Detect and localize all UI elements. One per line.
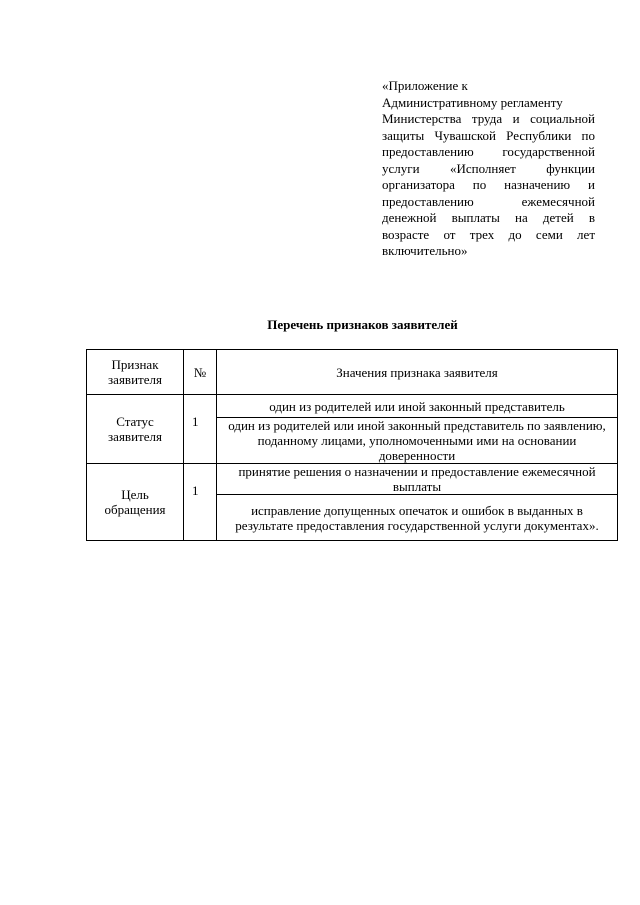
- appendix-line: услуги «Исполняет функции: [382, 160, 595, 176]
- number-cell: 1: [184, 395, 217, 464]
- header-number: №: [184, 350, 217, 395]
- appendix-line: предоставлению государственной: [382, 144, 595, 159]
- applicant-signs-table: [86, 349, 618, 541]
- table-row: [87, 395, 618, 418]
- appendix-line: возрасте от трех до семи лет: [382, 226, 595, 242]
- appendix-line: Административному регламенту: [382, 94, 563, 110]
- value-cell: принятие решения о назначении и предоставление ежемесячной выплаты: [217, 464, 618, 495]
- number-cell: 1: [184, 464, 217, 541]
- document-title: Перечень признаков заявителей: [267, 317, 458, 332]
- value-cell: исправление допущенных опечаток и ошибок в выданных в результате предоставления государственной услуги документах».: [217, 495, 618, 541]
- value-cell: один из родителей или иной законный представитель по заявлению, поданному лицами, уполномоченными ими на основании доверенности: [217, 418, 618, 464]
- value-cell: один из родителей или иной законный представитель: [217, 395, 618, 418]
- appendix-line: Министерства труда и социальной: [382, 111, 595, 126]
- appendix-note: [382, 78, 595, 260]
- appendix-line: «Приложение к: [382, 78, 468, 93]
- header-values: Значения признака заявителя: [217, 350, 618, 395]
- table-row: [87, 464, 618, 495]
- appendix-line: включительно»: [382, 243, 468, 258]
- header-sign: Признак заявителя: [87, 350, 184, 395]
- appendix-line: организатора по назначению и: [382, 177, 595, 192]
- sign-cell: Статус заявителя: [87, 395, 184, 464]
- appendix-line: защиты Чувашской Республики по: [382, 127, 595, 143]
- appendix-line: предоставлению ежемесячной: [382, 193, 595, 209]
- sign-cell: Цель обращения: [87, 464, 184, 541]
- table-header-row: [87, 350, 618, 395]
- appendix-line: денежной выплаты на детей в: [382, 210, 595, 225]
